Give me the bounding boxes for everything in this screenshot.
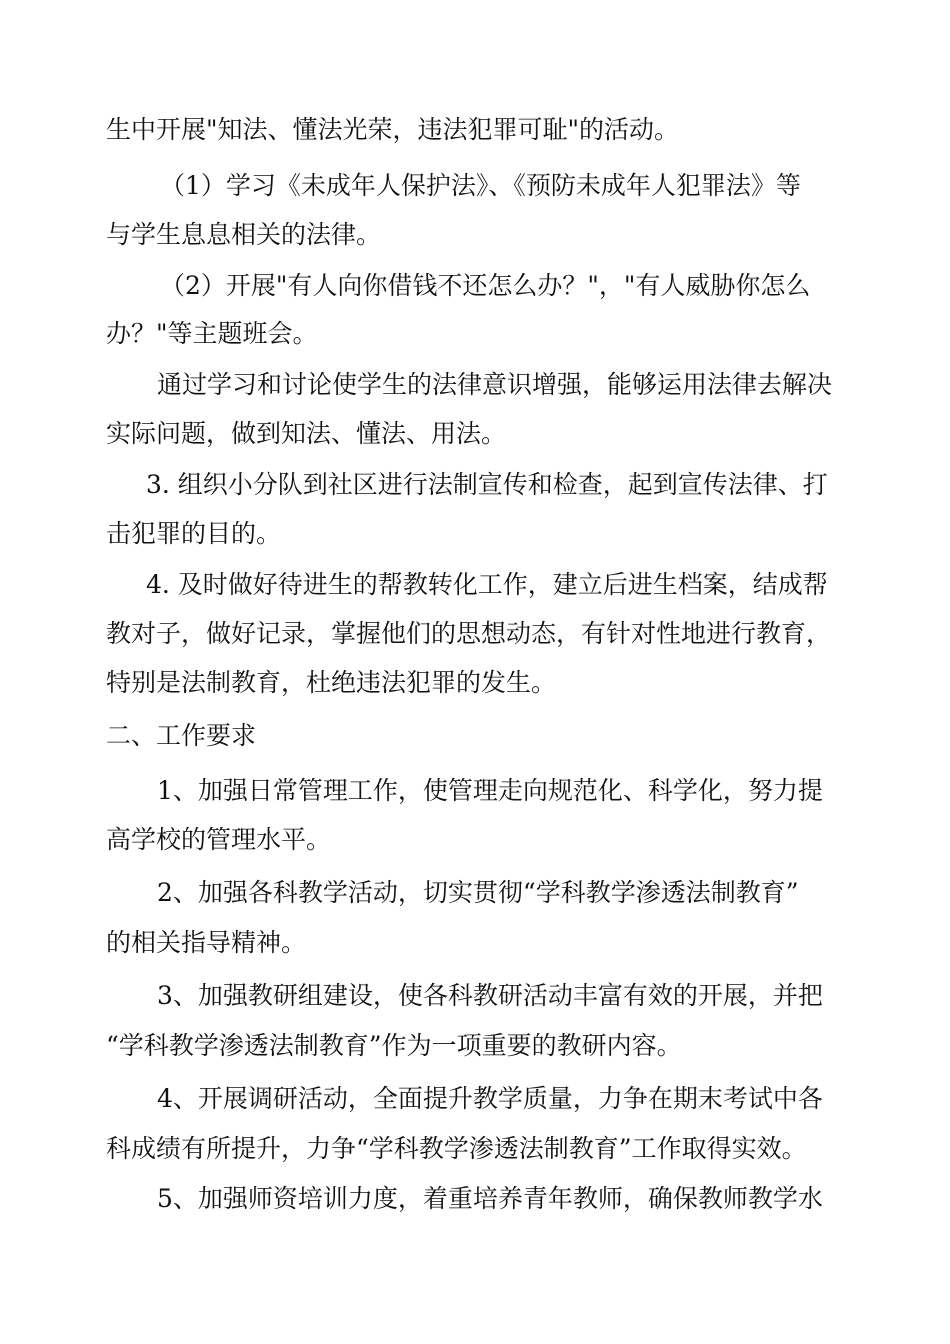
text-line: 实际问题，做到知法、懂法、用法。	[106, 419, 507, 448]
text-line: 3、加强教研组建设，使各科教研活动丰富有效的开展，并把	[157, 981, 823, 1010]
text-line: 5、加强师资培训力度，着重培养青年教师，确保教师教学水	[157, 1184, 823, 1213]
text-line: 4. 及时做好待进生的帮教转化工作，建立后进生档案，结成帮	[146, 570, 828, 599]
text-line: 3. 组织小分队到社区进行法制宣传和检查，起到宣传法律、打	[146, 470, 828, 499]
text-line: 与学生息息相关的法律。	[106, 220, 382, 249]
text-line: 的相关指导精神。	[106, 928, 307, 957]
text-line: 科成绩有所提升，力争“学科教学渗透法制教育”工作取得实效。	[106, 1134, 807, 1163]
text-line: 生中开展"知法、懂法光荣，违法犯罪可耻"的活动。	[106, 115, 680, 144]
text-line: （2）开展"有人向你借钱不还怎么办？"，"有人威胁你怎么	[160, 271, 811, 300]
text-line: 特别是法制教育，杜绝违法犯罪的发生。	[106, 668, 557, 697]
text-line: 击犯罪的目的。	[106, 519, 282, 548]
text-line: 教对子，做好记录，掌握他们的思想动态，有针对性地进行教育，	[106, 619, 832, 648]
text-line: 4、开展调研活动，全面提升教学质量，力争在期末考试中各	[157, 1084, 823, 1113]
text-line: 2、加强各科教学活动，切实贯彻“学科教学渗透法制教育”	[157, 878, 799, 907]
text-line: 高学校的管理水平。	[106, 825, 332, 854]
section-heading: 二、工作要求	[106, 721, 257, 750]
text-line: 1、加强日常管理工作，使管理走向规范化、科学化，努力提	[157, 776, 823, 805]
text-line: 通过学习和讨论使学生的法律意识增强，能够运用法律去解决	[157, 370, 833, 399]
text-line: “学科教学渗透法制教育”作为一项重要的教研内容。	[106, 1031, 682, 1060]
text-line: （1）学习《未成年人保护法》、《预防未成年人犯罪法》等	[160, 171, 801, 200]
text-line: 办？"等主题班会。	[106, 319, 318, 348]
